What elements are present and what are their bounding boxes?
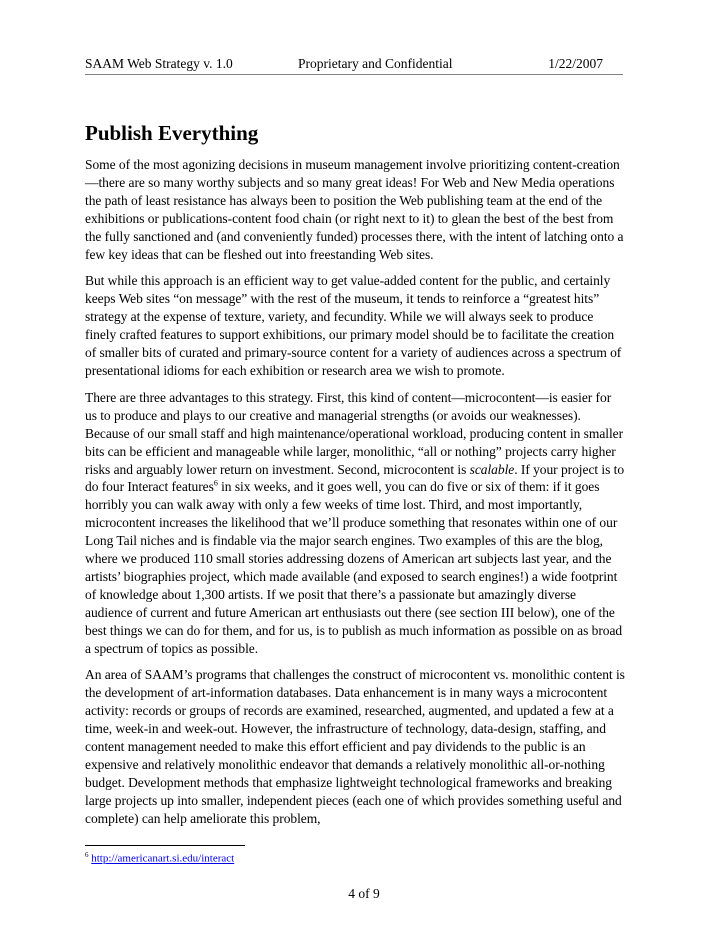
page-header <box>85 56 623 74</box>
paragraph-3-part-2: . If your project is to do four Interact features <box>85 461 625 495</box>
paragraph-1: Some of the most agonizing decisions in museum management involve prioritizing content-creation—there are so many worthy subjects and so many great ideas! For Web and New Media operations the path of least resistance has always been to position the Web publishing team at the end of the exhibitions or publications-content food chain (or right next to it) to glean the best of the best from the fully sanctioned and (and conveniently funded) processes there, with the intent of latching onto a few key ideas that can be fleshed out into freestanding Web sites. <box>85 157 624 262</box>
header-date: 1/22/2007 <box>548 56 603 71</box>
footnote-divider <box>85 845 245 846</box>
header-confidentiality: Proprietary and Confidential <box>298 56 453 71</box>
scalable-emphasis: scalable <box>469 461 515 477</box>
paragraph-3-part-1: There are three advantages to this strategy. First, this kind of content—microcontent—is easier for us to produce and plays to our creative and managerial strengths (or avoids our weaknesses). Because of our small staff and high maintenance/operational workload, producing content in smaller bits can be efficient and manageable while larger, monolithic, “all or nothing” projects carry higher risks and arguably lower return on investment. Second, microcontent is <box>85 389 624 477</box>
paragraph-3 <box>85 389 625 658</box>
paragraph-3-part-3: in six weeks, and it goes well, you can do five or six of them: if it goes horribly you can walk away with only a few weeks of time lost. Third, and most importantly, microcontent increases the likelihood that we’ll produce something that resonates within one of our Long Tail niches and is findable via the major search engines. Two examples of this are the blog, where we produced 110 small stories addressing dozens of American art subjects last year, and the artists’ biographies project, which made available (and exposed to search engines!) a wide footprint of knowledge about 1,300 artists. If we posit that there’s a passionate but amazingly diverse audience of current and future American art enthusiasts out there (see section III below), one of the best things we can do for them, and for us, is to publish as much information as possible on as broad a spectrum of topics as possible. <box>85 479 623 656</box>
paragraph-2: But while this approach is an efficient way to get value-added content for the public, and certainly keeps Web sites “on message” with the rest of the museum, it tends to reinforce a “greatest hits” strategy at the expense of texture, variety, and fecundity. While we will always seek to produce finely crafted features to support exhibitions, our primary model should be to facilitate the creation of smaller bits of curated and primary-source content for a variety of audiences across a spectrum of presentational idioms for each exhibition or research area we wish to promote. <box>85 273 622 378</box>
footnote-mark: 6 <box>85 851 89 859</box>
footnote-link[interactable]: http://americanart.si.edu/interact <box>91 852 235 865</box>
section-title: Publish Everything <box>85 121 259 145</box>
paragraph-4: An area of SAAM’s programs that challenges the construct of microcontent vs. monolithic content is the development of art-information databases. Data enhancement is in many ways a microcontent activity: records or groups of records are examined, researched, augmented, and updated a few at a time, week-in and week-out. However, the infrastructure of technology, data-design, staffing, and content management needed to make this effort efficient and pay dividends to the public is an expensive and relatively monolithic endeavor that demands a relatively monolithic all-or-nothing budget. Development methods that emphasize lightweight technological frameworks and breaking large projects up into smaller, independent pieces (each one of which provides something useful and complete) can help ameliorate this problem, <box>85 667 625 826</box>
page-number: 4 of 9 <box>348 886 380 901</box>
page-body <box>85 120 625 837</box>
footnote-reference[interactable]: 6 <box>213 478 218 488</box>
header-divider <box>85 74 623 75</box>
footnote <box>85 851 234 865</box>
header-document-title: SAAM Web Strategy v. 1.0 <box>85 56 233 71</box>
